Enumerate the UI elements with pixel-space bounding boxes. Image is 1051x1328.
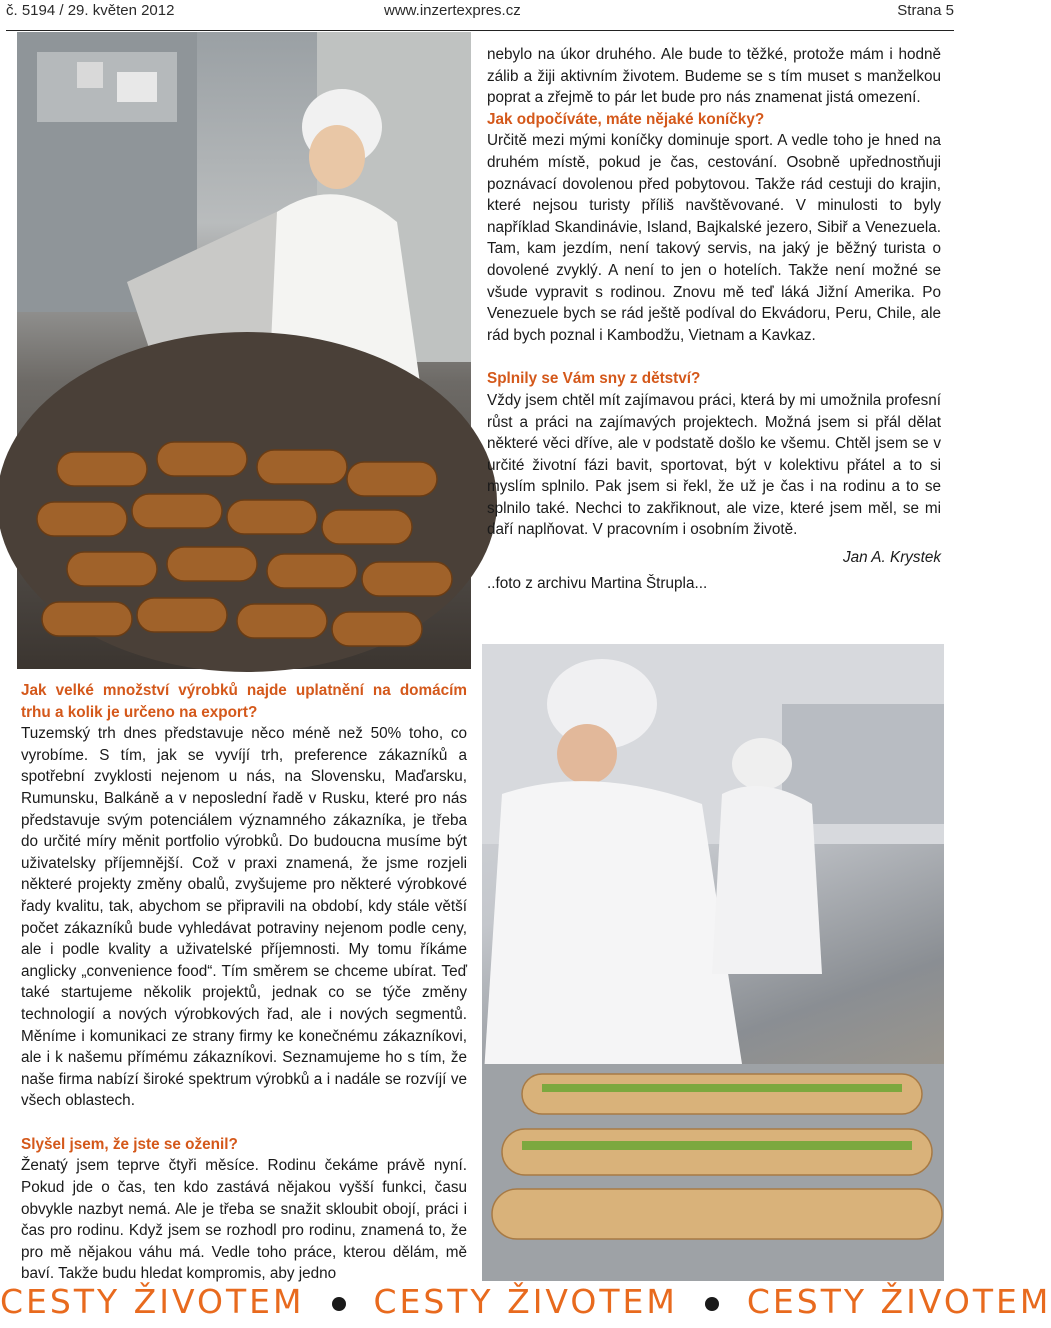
photo-credit: ..foto z archivu Martina Štrupla... bbox=[487, 574, 708, 592]
bullet-icon bbox=[705, 1297, 719, 1311]
page-number: Strana 5 bbox=[897, 2, 954, 19]
bullet-icon bbox=[332, 1297, 346, 1311]
question-export: Jak velké množství výrobků najde uplatnění na domácím trhu a kolik je určeno na export? bbox=[21, 682, 467, 721]
photo-illustration bbox=[17, 32, 471, 669]
answer-export: Tuzemský trh dnes představuje něco méně než 50% toho, co vyrobíme. S tím, jak se vyvíjí trh, preference zákazníků a spotřební zvyklosti nejenom u nás, na Slovensku, Maďarsku, Rumunsku, Balkáně a v neposlední řadě v Rusku, které pro nás představuje svým potenciálem významného zákazníka, je třeba do určité míry měnit portfolio výrobků. Do budoucna musíme být uživatelsky příjemnější. Což v praxi znamená, že jsme rozjeli některé projekty změny obalů, zvyšujeme pro některé výrobkové řady kvalitu, tak, abychom se připravili na období, kdy stále větší počet zákazníků bude vyhledávat potraviny nejenom podle ceny, ale i podle kvality a uživatelské příjemnosti. My tomu říkáme anglicky „convenience food“. Tím směrem se chceme ubírat. Teď také startujeme několik projektů, jednak co se týče změny technologií a nových výrobkových řad, ale i nových segmentů. Měníme i komunikaci ze strany firmy ke konečnému zákazníkovi, ale i k našemu přímému zákazníkovi. Seznamujeme ho s tím, že naše firma nabízí široké spektrum výrobků a i nadále se rozvíjí ve všech oblastech. bbox=[21, 725, 467, 1110]
answer-dreams: Vždy jsem chtěl mít zajímavou práci, která by mi umožnila profesní růst a práci na zajímavých projektech. Možná jsem si přál dělat některé věci dříve, ale v podstatě došlo ke všemu. Chtěl jsem se v určité životní fázi bavit, sportovat, být v kolektivu přátel a to si myslím splnilo. Pak jsem si řekl, že už je čas i na rodinu a to se splnilo také. Nechci to zakřiknout, ale vize, které jsem měl, se mi daří naplňovat. V pracovním i osobním životě. bbox=[487, 391, 941, 539]
interview-column-left bbox=[21, 680, 467, 1285]
answer-married: Ženatý jsem teprve čtyři měsíce. Rodinu čekáme právě nyní. Pokud jde o čas, ten kdo zastává nějakou vyšší funkci, času obvykle nazbyt nemá. Ale je třeba se snažit skloubit obojí, práci i čas pro rodinu. Když jsem se rozhodl pro rodinu, znamená to, že pro mě nějakou váhu má. Vedle toho práce, kterou dělám, mě baví. Takže budu hledat kompromis, aby jedno bbox=[21, 1157, 467, 1283]
question-hobbies: Jak odpočíváte, máte nějaké koníčky? bbox=[487, 110, 765, 128]
photo-illustration-2 bbox=[482, 644, 944, 1281]
sausage-production-photo bbox=[17, 32, 471, 669]
sandwich-line-photo bbox=[482, 644, 944, 1281]
question-married: Slyšel jsem, že jste se oženil? bbox=[21, 1135, 238, 1153]
header-rule bbox=[6, 30, 954, 31]
paragraph-intro: nebylo na úkor druhého. Ale bude to těžké, protože mám i hodně zálib a žiji aktivním životem. Budeme se s tím muset s manželkou poprat a zřejmě to pár let bude pro nás znamenat jistá omezení. bbox=[487, 46, 941, 107]
author-signature: Jan A. Krystek bbox=[842, 549, 941, 567]
footer-title-2: CESTY ŽIVOTEM bbox=[373, 1282, 678, 1321]
question-dreams: Splnily se Vám sny z dětství? bbox=[487, 370, 701, 388]
issue-number: č. 5194 / 29. květen 2012 bbox=[6, 2, 175, 19]
answer-hobbies: Určitě mezi mými koníčky dominuje sport. A vedle toho je hned na druhém místě, pokud je čas, cestování. Osobně upřednostňuji poznávací dovolenou před pobytovou. Takže rád cestuji do krajin, které nejsou turisty příliš navštěvované. V minulosti to byly například Skandinávie, Island, Bajkalské jezero, Sibiř a Venezuela. Tam, kam jezdím, není takový servis, na jaký je běžný turista o dovolené zvyklý. A není to jen o hotelích. Takže není možné se všude vypravit s rodinou. Znovu mě teď láká Jižní Amerika. Po Venezuele bych se rád ještě podíval do Ekvádoru, Peru, Chile, ale rád bych poznal i Kambodžu, Vietnam a Kavkaz. bbox=[487, 132, 941, 344]
footer-banner bbox=[0, 1282, 1051, 1322]
footer-title-3: CESTY ŽIVOTEM bbox=[746, 1282, 1051, 1321]
footer-title-1: CESTY ŽIVOTEM bbox=[0, 1282, 305, 1321]
website-url[interactable]: www.inzertexpres.cz bbox=[384, 2, 521, 19]
page-header bbox=[6, 2, 954, 26]
interview-column-right bbox=[487, 44, 941, 594]
